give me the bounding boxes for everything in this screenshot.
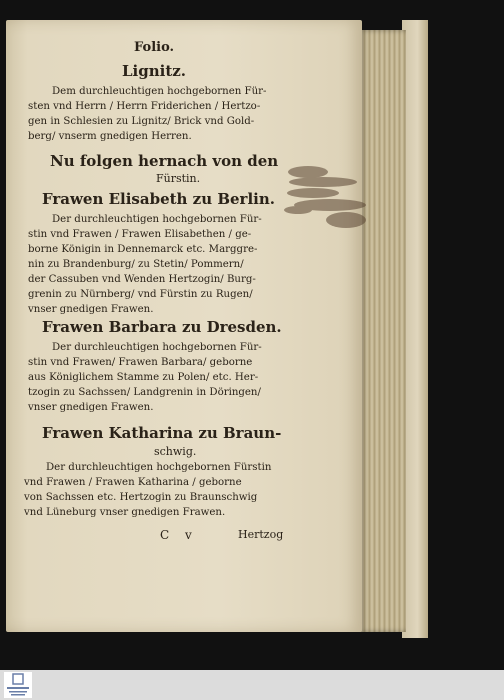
text-line: von Sachssen etc. Hertzogin zu Braunschwig [24,492,258,503]
text-line: der Cassuben vnd Wenden Hertzogin/ Burg- [28,274,256,285]
text-line: nin zu Brandenburg/ zu Stetin/ Pommern/ [28,259,244,270]
text-line: tzogin zu Sachssen/ Landgrenin in Döringen/ [28,387,261,398]
text-line: Der durchleuchtigen hochgebornen Für- [52,342,262,353]
section-heading: Frawen Barbara zu Dresden. [42,318,282,336]
text-line: vnser gnedigen Frawen. [28,304,154,315]
section-subheading: schwig. [154,445,197,458]
text-line: Dem durchleuchtigen hochgebornen Für- [52,86,267,97]
folio-label: Folio. [134,40,175,55]
section-heading: Frawen Katharina zu Braun- [42,424,282,442]
page-edges [360,30,406,632]
text-line: gen in Schlesien zu Lignitz/ Brick vnd Gold- [28,116,255,127]
book-page [6,20,362,632]
library-logo-icon [4,672,32,698]
text-line: berg/ vnserm gnedigen Herren. [28,131,192,142]
section-subheading: Fürstin. [156,172,201,185]
text-line: Der durchleuchtigen hochgebornen Fürstin [46,462,272,473]
section-heading: Nu folgen hernach von den [50,152,279,170]
text-line: Der durchleuchtigen hochgebornen Für- [52,214,262,225]
text-line: sten vnd Herrn / Herrn Friderichen / Hertzo- [28,101,261,112]
text-line: stin vnd Frawen/ Frawen Barbara/ geborne [28,357,253,368]
text-line: borne Königin in Dennemarck etc. Marggre- [28,244,258,255]
text-line: vnser gnedigen Frawen. [28,402,154,413]
catchword: Hertzog [238,528,284,541]
section-heading: Lignitz. [122,62,187,80]
text-line: aus Königlichem Stamme zu Polen/ etc. Her- [28,372,259,383]
viewer-footer-bar [0,670,504,700]
section-heading: Frawen Elisabeth zu Berlin. [42,190,275,208]
text-line: grenin zu Nürnberg/ vnd Fürstin zu Rugen/ [28,289,253,300]
ink-stain [268,160,378,270]
text-line: stin vnd Frawen / Frawen Elisabethen / ge- [28,229,252,240]
text-line: vnd Lüneburg vnser gnedigen Frawen. [24,507,226,518]
text-line: vnd Frawen / Frawen Katharina / geborne [24,477,242,488]
signature-mark: C v [160,528,198,542]
